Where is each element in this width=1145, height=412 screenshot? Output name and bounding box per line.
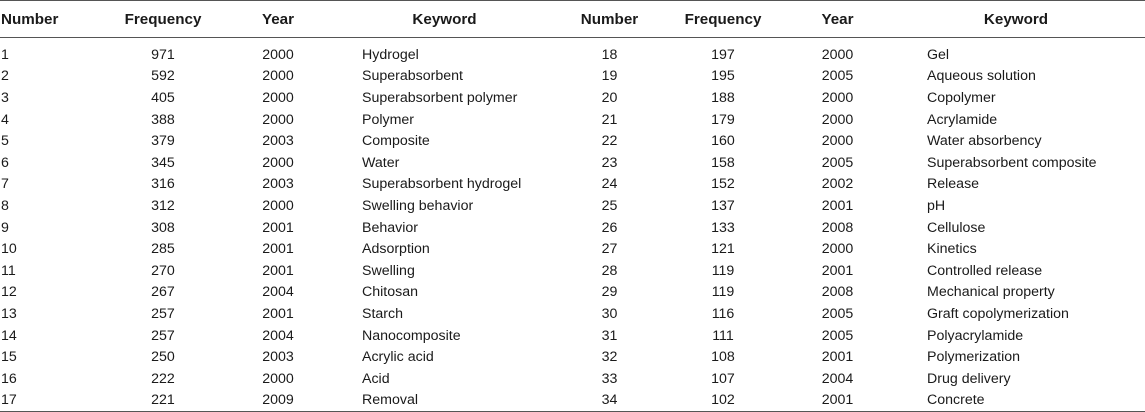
- table-row: [0, 238, 1145, 260]
- cell-number-2: 20: [601, 89, 618, 106]
- cell-number: 3: [1, 89, 9, 106]
- cell-year: 2003: [262, 349, 294, 366]
- cell-frequency-2: 111: [712, 327, 734, 344]
- cell-number-2: 31: [601, 327, 618, 344]
- cell-year-2: 2000: [821, 241, 854, 258]
- cell-frequency-2: 116: [711, 305, 735, 322]
- cell-number: 9: [1, 219, 9, 236]
- cell-number: 11: [1, 262, 16, 279]
- cell-frequency: 316: [151, 176, 175, 193]
- cell-year: 2004: [262, 284, 294, 301]
- cell-year: 2000: [262, 111, 294, 128]
- cell-keyword: Adsorption: [362, 241, 430, 258]
- cell-number-2: 21: [601, 111, 618, 128]
- header-keyword-2: Keyword: [887, 1, 1145, 38]
- table-row: [0, 38, 1145, 66]
- cell-frequency: 308: [151, 219, 175, 236]
- table-row: [0, 152, 1145, 174]
- cell-number: 1: [1, 46, 9, 63]
- cell-year-2: 2000: [821, 111, 854, 128]
- cell-year-2: 2000: [821, 89, 854, 106]
- cell-keyword-2: Superabsorbent composite: [927, 154, 1097, 171]
- cell-frequency: 312: [151, 197, 175, 214]
- cell-keyword-2: Water absorbency: [927, 133, 1042, 150]
- cell-keyword-2: Kinetics: [927, 241, 977, 258]
- cell-frequency-2: 160: [711, 133, 735, 150]
- cell-number: 13: [1, 305, 17, 322]
- cell-keyword: Water: [362, 154, 400, 171]
- cell-year-2: 2000: [821, 46, 854, 63]
- header-year-2: Year: [788, 1, 887, 38]
- cell-year-2: 2001: [821, 262, 854, 279]
- cell-keyword: Removal: [328, 390, 561, 412]
- cell-frequency: 250: [151, 349, 175, 366]
- cell-number: 7: [1, 176, 9, 193]
- cell-keyword: Hydrogel: [362, 46, 419, 63]
- cell-keyword-2: Drug delivery: [927, 370, 1011, 387]
- cell-number-2: 22: [601, 133, 618, 150]
- cell-keyword: Superabsorbent hydrogel: [362, 176, 522, 193]
- cell-frequency-2: 152: [711, 176, 735, 193]
- cell-frequency-2: 121: [711, 241, 735, 258]
- cell-frequency-2: 102: [658, 390, 788, 412]
- cell-year-2: 2001: [788, 390, 887, 412]
- cell-year: 2000: [262, 68, 294, 85]
- cell-frequency: 285: [151, 241, 175, 258]
- cell-year: 2003: [262, 133, 294, 150]
- cell-year: 2000: [262, 89, 294, 106]
- cell-year-2: 2000: [821, 133, 854, 150]
- cell-number: 5: [1, 133, 9, 150]
- cell-number-2: 18: [601, 46, 618, 63]
- cell-year: 2001: [262, 241, 294, 258]
- cell-year: 2001: [262, 219, 294, 236]
- cell-number-2: 32: [601, 349, 618, 366]
- cell-frequency-2: 188: [711, 89, 735, 106]
- cell-number-2: 23: [601, 154, 618, 171]
- table-row: [0, 87, 1145, 109]
- cell-year-2: 2004: [821, 370, 854, 387]
- cell-keyword: Starch: [362, 305, 404, 322]
- table-row: [0, 260, 1145, 282]
- cell-keyword-2: Cellulose: [927, 219, 986, 236]
- cell-keyword-2: Controlled release: [927, 262, 1043, 279]
- cell-number: 17: [0, 390, 98, 412]
- cell-number: 4: [1, 111, 9, 128]
- cell-frequency: 345: [151, 154, 175, 171]
- header-number-2: Number: [561, 1, 658, 38]
- cell-keyword-2: Mechanical property: [927, 284, 1055, 301]
- cell-year: 2003: [262, 176, 294, 193]
- cell-year-2: 2005: [821, 154, 854, 171]
- cell-year: 2000: [262, 197, 294, 214]
- table-row: [0, 109, 1145, 131]
- cell-number-2: 33: [601, 370, 618, 387]
- cell-year: 2009: [228, 390, 328, 412]
- cell-frequency-2: 137: [711, 197, 735, 214]
- cell-year-2: 2002: [821, 176, 854, 193]
- cell-keyword: Superabsorbent polymer: [362, 89, 518, 106]
- header-number: Number: [0, 1, 98, 38]
- cell-number-2: 29: [601, 284, 618, 301]
- cell-year: 2001: [262, 262, 294, 279]
- table-header-row: [0, 1, 1145, 38]
- cell-frequency-2: 158: [711, 154, 735, 171]
- cell-number-2: 34: [561, 390, 658, 412]
- cell-number: 2: [1, 68, 9, 85]
- header-year: Year: [228, 1, 328, 38]
- cell-keyword: Acrylic acid: [362, 349, 434, 366]
- cell-frequency-2: 197: [711, 46, 735, 63]
- cell-keyword-2: Concrete: [887, 390, 1145, 412]
- cell-keyword-2: pH: [927, 197, 946, 214]
- cell-year-2: 2001: [821, 349, 854, 366]
- table-row: [0, 303, 1145, 325]
- cell-keyword-2: Polyacrylamide: [927, 327, 1024, 344]
- table-row: [0, 217, 1145, 239]
- cell-number: 8: [1, 197, 9, 214]
- cell-frequency: 257: [151, 305, 175, 322]
- table-row: [0, 195, 1145, 217]
- cell-keyword: Swelling: [362, 262, 415, 279]
- cell-keyword-2: Aqueous solution: [927, 68, 1036, 85]
- cell-number-2: 30: [601, 305, 618, 322]
- cell-keyword: Composite: [362, 133, 430, 150]
- cell-frequency: 592: [151, 68, 175, 85]
- cell-keyword-2: Copolymer: [927, 89, 996, 106]
- cell-frequency: 222: [151, 370, 175, 387]
- cell-year-2: 2008: [821, 284, 854, 301]
- table-body: [0, 38, 1145, 412]
- cell-year-2: 2005: [821, 327, 854, 344]
- cell-year: 2000: [262, 154, 294, 171]
- cell-frequency: 270: [151, 262, 175, 279]
- cell-number-2: 25: [601, 197, 618, 214]
- cell-frequency: 221: [98, 390, 228, 412]
- cell-number-2: 26: [601, 219, 618, 236]
- cell-number: 12: [1, 284, 17, 301]
- cell-year: 2004: [262, 327, 294, 344]
- cell-frequency-2: 133: [711, 219, 735, 236]
- cell-keyword: Chitosan: [362, 284, 418, 301]
- cell-number-2: 28: [601, 262, 618, 279]
- table-row: [0, 390, 1145, 412]
- table-row: [0, 282, 1145, 304]
- cell-year-2: 2001: [821, 197, 854, 214]
- header-frequency: Frequency: [98, 1, 228, 38]
- cell-frequency-2: 119: [711, 262, 735, 279]
- cell-keyword-2: Polymerization: [927, 349, 1021, 366]
- cell-frequency: 379: [151, 133, 175, 150]
- cell-keyword-2: Acrylamide: [927, 111, 998, 128]
- cell-frequency: 405: [151, 89, 175, 106]
- cell-year-2: 2005: [821, 305, 854, 322]
- cell-keyword: Nanocomposite: [362, 327, 461, 344]
- cell-number: 10: [1, 241, 17, 258]
- cell-keyword: Superabsorbent: [362, 68, 463, 85]
- cell-frequency-2: 195: [711, 68, 735, 85]
- cell-frequency: 971: [151, 46, 175, 63]
- cell-frequency: 257: [151, 327, 175, 344]
- cell-number-2: 24: [601, 176, 618, 193]
- cell-frequency-2: 179: [711, 111, 735, 128]
- table-row: [0, 346, 1145, 368]
- cell-frequency-2: 119: [711, 284, 735, 301]
- cell-number: 6: [1, 154, 9, 171]
- table-row: [0, 66, 1145, 88]
- header-frequency-2: Frequency: [658, 1, 788, 38]
- cell-number: 15: [1, 349, 17, 366]
- cell-frequency-2: 107: [711, 370, 735, 387]
- cell-number-2: 27: [601, 241, 618, 258]
- cell-year-2: 2005: [821, 68, 854, 85]
- cell-keyword: Behavior: [362, 219, 418, 236]
- cell-number: 14: [1, 327, 17, 344]
- cell-number-2: 19: [601, 68, 618, 85]
- cell-keyword: Acid: [362, 370, 390, 387]
- cell-frequency: 388: [151, 111, 175, 128]
- cell-keyword-2: Graft copolymerization: [927, 305, 1069, 322]
- cell-frequency: 267: [151, 284, 175, 301]
- table-row: [0, 325, 1145, 347]
- table-row: [0, 368, 1145, 390]
- cell-year-2: 2008: [821, 219, 854, 236]
- cell-keyword-2: Release: [927, 176, 980, 193]
- cell-year: 2000: [262, 370, 294, 387]
- cell-year: 2000: [262, 46, 294, 63]
- cell-keyword: Polymer: [362, 111, 415, 128]
- cell-keyword-2: Gel: [927, 46, 950, 63]
- cell-frequency-2: 108: [711, 349, 735, 366]
- cell-number: 16: [1, 370, 17, 387]
- table-row: [0, 130, 1145, 152]
- cell-year: 2001: [262, 305, 294, 322]
- table-row: [0, 174, 1145, 196]
- header-keyword: Keyword: [328, 1, 561, 38]
- cell-keyword: Swelling behavior: [362, 197, 474, 214]
